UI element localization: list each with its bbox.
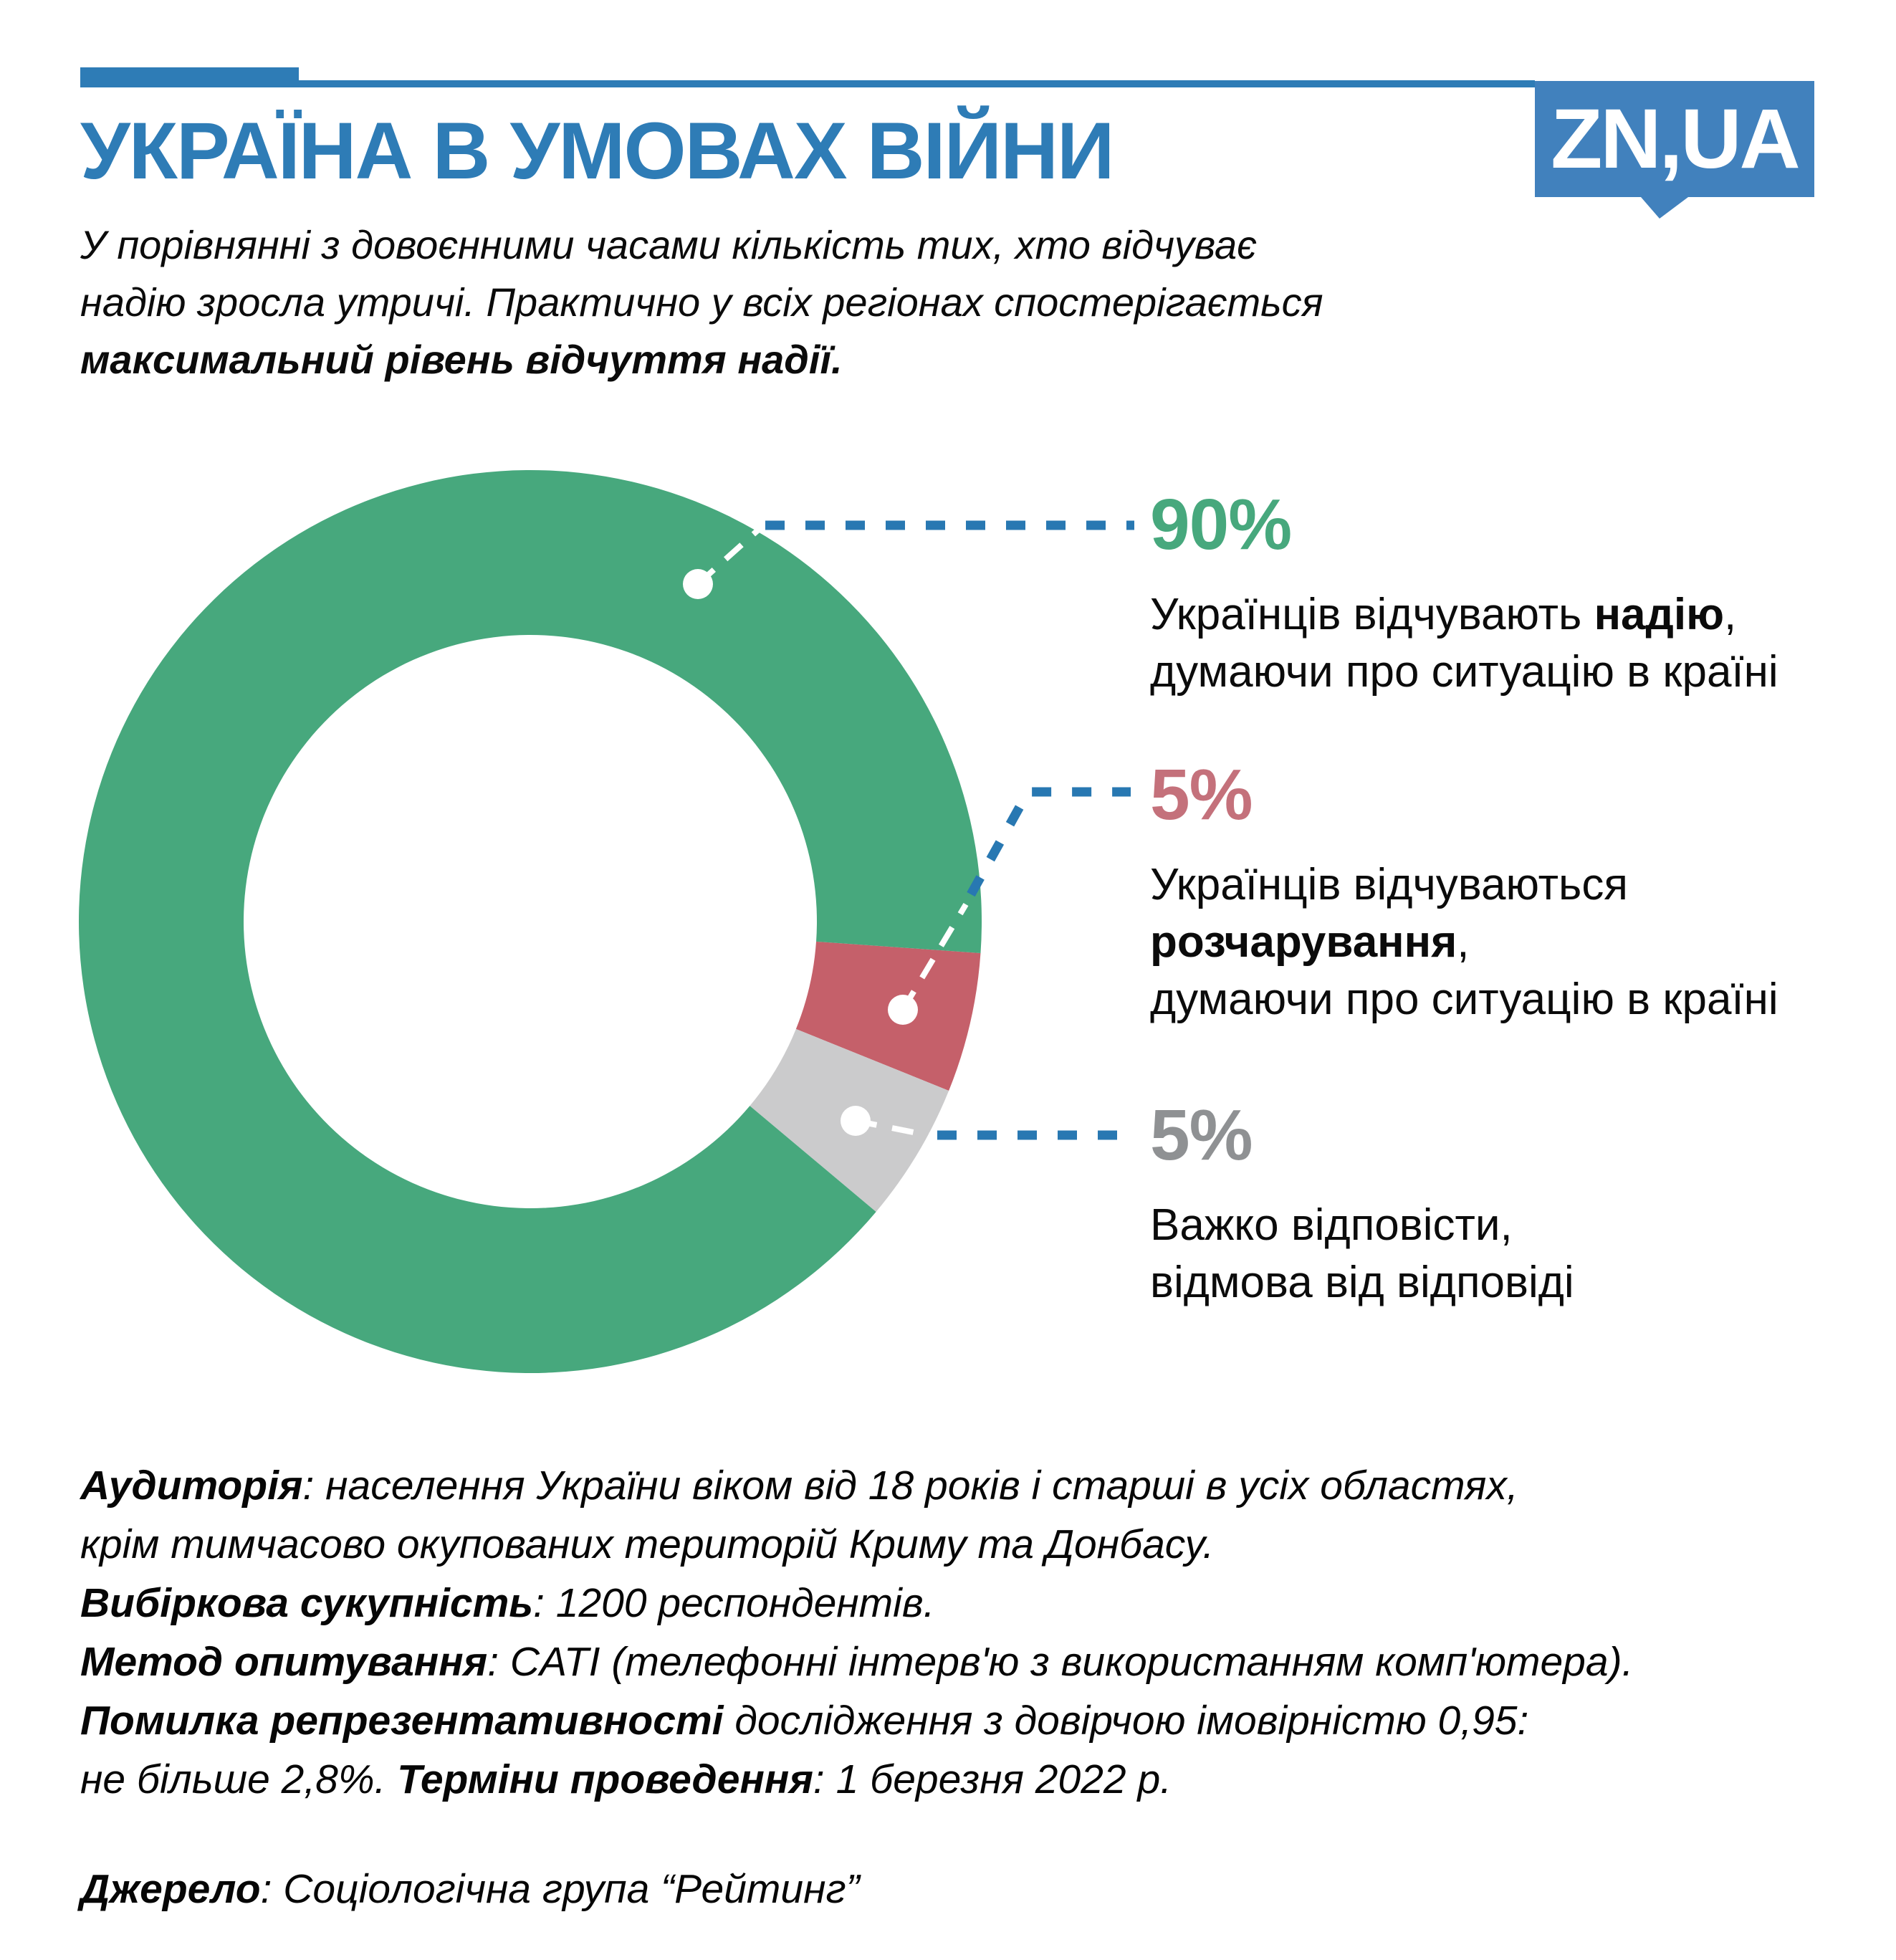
- donut-segment-надія: [79, 470, 982, 1373]
- source-line: Джерело: Соціологічна група “Рейтинг”: [80, 1866, 860, 1912]
- callout-disappointment-text: Українців відчуваються розчарування, думаючи про ситуацію в країні: [1150, 860, 1778, 1024]
- intro-paragraph: У порівнянні з довоєнними часами кількість тих, хто відчуває надію зросла утричі. Практично у всіх регіонах спостерігається максимальний рівень відчуття надії.: [80, 222, 1323, 382]
- donut-segments: [79, 470, 982, 1373]
- callout-hard-value: 5%: [1150, 1095, 1253, 1175]
- callout-hope-value: 90%: [1150, 484, 1292, 565]
- anchor-dot-hope: [683, 569, 713, 599]
- znua-logo: [1535, 81, 1814, 197]
- callout-disappointment: [1150, 755, 1867, 1028]
- znua-logo-speech-tail: [1641, 197, 1688, 219]
- anchor-dot-hard: [841, 1106, 871, 1136]
- header-accent-bar-thin: [80, 80, 1535, 87]
- anchor-dot-disappointment: [888, 995, 918, 1025]
- callout-hard-text: Важко відповісти, відмова від відповіді: [1150, 1200, 1574, 1307]
- donut-chart: [57, 430, 1146, 1448]
- callout-disappointment-value: 5%: [1150, 755, 1253, 835]
- callout-hope: [1150, 484, 1867, 701]
- callout-hope-text: Українців відчувають надію, думаючи про ситуацію в країні: [1150, 590, 1778, 697]
- leader-line-disappointment: [971, 792, 1131, 894]
- page-title: УКРАЇНА В УМОВАХ ВІЙНИ: [80, 106, 1114, 196]
- znua-logo-text: ZN,UA: [1551, 92, 1799, 186]
- methodology-text: Аудиторія: населення України віком від 18 років і старші в усіх областях, крім тимчасово окупованих територій Криму та Донбасу. Вибіркова сукупність: 1200 респондентів. Метод опитування: CATI (телефонні інтерв'ю з використанням комп'ютера). Помилка репрезентативності дослідження з довірчою імовірністю 0,95: не більше 2,8%. Терміни проведення: 1 березня 2022 р.: [80, 1463, 1634, 1802]
- callout-hard-to-answer: [1150, 1095, 1867, 1311]
